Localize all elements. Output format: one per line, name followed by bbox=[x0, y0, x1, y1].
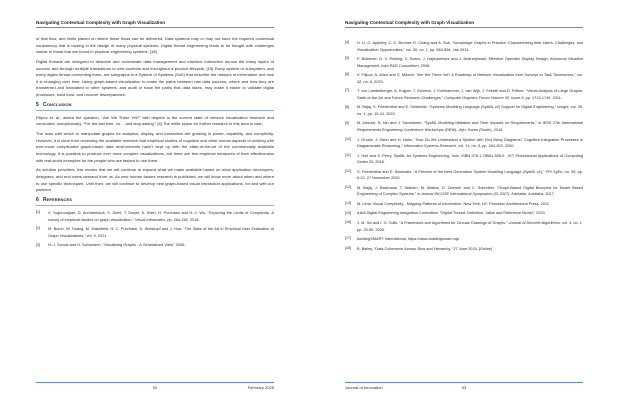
reference-body: T. von Landesberger, A. Kuijper, T. Schreck, J. Kohlhammer, J. van Wijk, J. Fekete and D. Fellner, “Visual Analysis of Large Graphs: State-of-the-Art and Future Research Challenges,” bbox=[357, 89, 583, 100]
page-number: 93 bbox=[461, 384, 467, 390]
reference-label: [9] bbox=[345, 120, 349, 125]
reference-body: S. Friedenthal and E. Seidewitz, “A Preview of the Next Generation System Modeling Language (SysML v2),” bbox=[357, 169, 546, 174]
left-page-content bbox=[36, 36, 274, 252]
reference-text bbox=[357, 236, 583, 243]
reference-body: J. Holt and S. Perry, SysML for Systems Engineering, Vols. ISBN 978-1-78561-555-9 , IET Professional Applications of Computing Series 20, 2018. bbox=[357, 153, 583, 165]
reference-label: [2] bbox=[36, 226, 40, 231]
reference-text bbox=[48, 210, 274, 223]
page-footer bbox=[345, 382, 583, 393]
body-paragraph: Filipov et. al., asked the question, “Are We There Yet?” with respect to the current state of network visualization research and concluded, unequivocally, “For the last time, no… and stop asking.” [6] The white space for further research in this area is vast. bbox=[36, 114, 274, 127]
reference-item bbox=[345, 137, 583, 150]
right-page bbox=[345, 0, 583, 400]
reference-text bbox=[357, 137, 583, 150]
reference-body: V. Filipov, A. Arleo and S. Miksch, “Are We There Yet? A Roadmap of Network Visualization from Surveys to Task Taxonomies,” vol. 42, no. 6, 2023. bbox=[357, 73, 583, 84]
reference-item bbox=[345, 210, 583, 217]
reference-source: Insight bbox=[557, 105, 569, 110]
reference-label: [1] bbox=[36, 210, 40, 215]
reference-text bbox=[357, 72, 583, 85]
reference-list bbox=[36, 210, 274, 249]
reference-text bbox=[357, 104, 583, 117]
reference-item bbox=[345, 72, 583, 85]
reference-text bbox=[357, 169, 583, 182]
reference-text bbox=[357, 246, 583, 253]
reference-body: J. M. Six and I. G. Tollis, “A Framework and Algorithms for Circular Drawings of Graphs,” bbox=[357, 221, 509, 226]
reference-text bbox=[357, 88, 583, 101]
reference-source: https://www.buildingsmart.org/ bbox=[407, 237, 460, 242]
reference-item bbox=[345, 56, 583, 69]
reference-tail: , pp. 264-282, 2018. bbox=[165, 217, 200, 222]
reference-body: V. Yoghourdjian, D. Archambault, S. Diehl, T. Dwyer, K. Klein, H. Purchase and H.-Y. Wu, “Exploring the Limits of Complexity: A survey of empirical studies on graph visualization,” bbox=[48, 211, 274, 222]
body-paragraph: The tools with which to manipulate graphs for analytics, display, and interaction are growing in power, capability, and complexity. However, it is clear from reviewing the available research that empirical studies of cognitive and other human aspects of working with ever-more complicated graph-based data environments hasn’t kept up with the state-of-the-art of the commercially available technology. It is possible to produce ever more complex visualizations, but there are few empirical measures of their effectiveness with real-world examples for the people who are tasked to use them. bbox=[36, 131, 274, 163]
reference-label: [17] bbox=[345, 236, 351, 241]
reference-text bbox=[48, 242, 274, 249]
reference-body: M. Burch, W. Huang, M. Wakefield, H. C. Purchase, D. Weiskopf and J. Hua, “The State of the Art in Empirical User Evaluation of Graph Visualizations,” vol. 9, 2021. bbox=[48, 227, 274, 238]
reference-label: [13] bbox=[345, 185, 351, 190]
reference-label: [3] bbox=[36, 242, 40, 247]
references-heading bbox=[36, 197, 274, 206]
reference-text bbox=[357, 210, 583, 217]
reference-text bbox=[357, 185, 583, 198]
reference-tail: , vol. 25, no. 1, pp. 19-24, 2022. bbox=[357, 105, 583, 116]
reference-tail: , no. 95, pp. 6-22, 27 November 2020. bbox=[357, 169, 583, 181]
page-number: 92 bbox=[152, 384, 158, 390]
reference-item bbox=[36, 242, 274, 249]
reference-text bbox=[357, 153, 583, 166]
reference-source: PPI SyEn bbox=[545, 169, 563, 174]
reference-label: [8] bbox=[345, 104, 349, 109]
reference-body: M. Lima, Visual Complexity - Mapping Patterns of Information, New York, NY: Princeton Architectural Press, 2011. bbox=[357, 201, 550, 206]
reference-item bbox=[36, 226, 274, 239]
reference-label: [11] bbox=[345, 152, 351, 157]
reference-label: [10] bbox=[345, 136, 351, 141]
conclusion-heading bbox=[36, 102, 274, 111]
reference-item bbox=[345, 169, 583, 182]
body-paragraph: of that flow, and limits placed on where those flows can be delivered. Data systems may or may not have the required contextual consistency that is lacking in the design of many physical systems. Digital thread engineering tends to be fraught with challenges similar to those that are found in physical engineering systems. [18] bbox=[36, 36, 274, 55]
body-paragraph: As solution providers, this means that we will continue to expand what we make available based on what application developers, designers, and end users demand from us. As new human factors research is published, we will know more about when and where to use specific techniques. Until then, we will continue to develop new graph-based visual interaction applications, for and with our partners. bbox=[36, 167, 274, 193]
section-title: References bbox=[42, 197, 73, 204]
reference-source: Computer Graphics Forum Volume 30, Issue 6 bbox=[444, 95, 524, 100]
reference-text bbox=[48, 226, 274, 239]
section-number: 5 bbox=[36, 101, 39, 108]
page-footer bbox=[36, 382, 274, 393]
reference-item bbox=[345, 246, 583, 253]
reference-item bbox=[345, 185, 583, 198]
reference-item bbox=[345, 153, 583, 166]
reference-label: [14] bbox=[345, 201, 351, 206]
reference-item bbox=[345, 88, 583, 101]
reference-label: [6] bbox=[345, 72, 349, 77]
left-page bbox=[36, 0, 274, 400]
body-paragraph: Digital threads are designed to describe and orchestrate data management and machine interaction across the many layers of concern and through multiple translations to new contexts and throughout a product lifecycle. [15] Every system or subsystem, and every digital thread connecting them, are subgraphs in a System of Systems (SoS) that describe the network of information and how it is changing over time. Using graph-based visualization to make the paths between raw data sources, where and how they are transferred and translated to other systems, and audit or trace the paths that data takes, may make it easier to validate digital processes, build trust, and uncover discrepancies. bbox=[36, 59, 274, 97]
reference-item bbox=[36, 210, 274, 223]
reference-tail: , vol. 4, no. 1, pp. 25-50, 2006. bbox=[357, 221, 584, 232]
reference-item bbox=[345, 236, 583, 243]
reference-source: Annual INCOSE International Symposium (IS 2017) bbox=[421, 192, 510, 197]
reference-list bbox=[345, 40, 583, 252]
reference-source: Visual Informatics bbox=[134, 217, 166, 222]
reference-body: AIAA Digital Engineering Integration Committee, “Digital Thread: Definition, Value and Reference Model,” 2023. bbox=[357, 211, 546, 216]
reference-label: [4] bbox=[345, 40, 349, 45]
reference-text bbox=[357, 56, 583, 69]
reference-body: B. Bailey, “Data Coherence Across Silos and Hierarchy,” 27 June 2024. [Online] bbox=[357, 246, 493, 251]
reference-label: [15] bbox=[345, 210, 351, 215]
reference-body: H. Li, G. Appleby, C. D. Brumar, R. Chang and A. Suh, “Knowledge Graphs in Practice: Characterizing their Users, Challenges, and Visualization Opportunities,” vol. 30, no. 1, pp. 584-594, Jan 2024. bbox=[357, 41, 583, 52]
reference-text bbox=[357, 120, 583, 133]
reference-tail: , 2019. bbox=[491, 128, 504, 133]
reference-tail: , vol. 11, no. 3, pp. 284-303, 2000. bbox=[456, 144, 515, 149]
reference-body: M. Alenazi, N. Niu and J. Savolainen, “SysML Modeling Mistakes and Their Impacts on Requirements,” in bbox=[357, 121, 543, 126]
reference-tail: , Adelaide, Australia, 2017. bbox=[509, 192, 555, 197]
reference-text bbox=[357, 220, 583, 233]
reference-source: IEEE 27th International Requirements Engineering Conference Workshops (REW), Jeju, Korea (South) bbox=[357, 121, 583, 133]
reference-item bbox=[345, 40, 583, 53]
reference-body: J. Grudin, J. Hahn and H. Hahn, “How Do We Understand a System with (So) Many Diagrams? Cognitive Integration Processes in Diagrammatic Reasoning,” bbox=[357, 137, 583, 149]
running-head: Navigating Contextual Complexity with Graph Visualization bbox=[345, 20, 583, 28]
reference-label: [7] bbox=[345, 88, 349, 93]
reference-label: [16] bbox=[345, 220, 351, 225]
reference-body: P. Bullemer, D. V. Reising, C. Burns, J. Hajdukiewicz and J. Andrzejewski, Effective Operator Display Design, Abnormal Situation Management Joint R&D Consortium, 2008. bbox=[357, 57, 583, 68]
reference-source: Journal of Discrete Algorithms bbox=[508, 221, 560, 226]
reference-label: [12] bbox=[345, 168, 351, 173]
journal-name: Journal of Innovation bbox=[345, 384, 383, 390]
reference-body: M. Bajaj, S. Friedenthal and E. Seidewitz, “Systems Modeling Language (SysML v2) Support for Digital Engineering,” bbox=[357, 105, 558, 110]
reference-item bbox=[345, 220, 583, 233]
reference-item bbox=[345, 201, 583, 208]
right-page-content bbox=[345, 40, 583, 255]
reference-label: [18] bbox=[345, 245, 351, 250]
reference-source: Information Systems Research bbox=[403, 144, 457, 149]
reference-text bbox=[357, 40, 583, 53]
reference-item bbox=[345, 104, 583, 117]
reference-text bbox=[357, 201, 583, 208]
reference-label: [5] bbox=[345, 56, 349, 61]
reference-item bbox=[345, 120, 583, 133]
section-title: Conclusion bbox=[42, 101, 72, 108]
reference-body: H.-J. Schulz and H. Schumann, “Visualizing Graphs - A Generalized View,” 2006. bbox=[48, 243, 186, 248]
reference-tail: , pp. 1719-1749, 2011. bbox=[523, 95, 562, 100]
section-number: 6 bbox=[36, 197, 39, 204]
reference-body: buildingSMART International, bbox=[357, 237, 408, 242]
running-head: Navigating Contextual Complexity with Graph Visualization bbox=[36, 20, 274, 28]
reference-body: M. Bajaj, J. Backhaus, T. Walden, M. Waikar, D. Zwemer and C. Schreiber, “Graph-Based Digital Blueprint for Model Based Engineering of Complex Systems,” in bbox=[357, 185, 583, 197]
issue-date: February 2025 bbox=[247, 384, 274, 390]
